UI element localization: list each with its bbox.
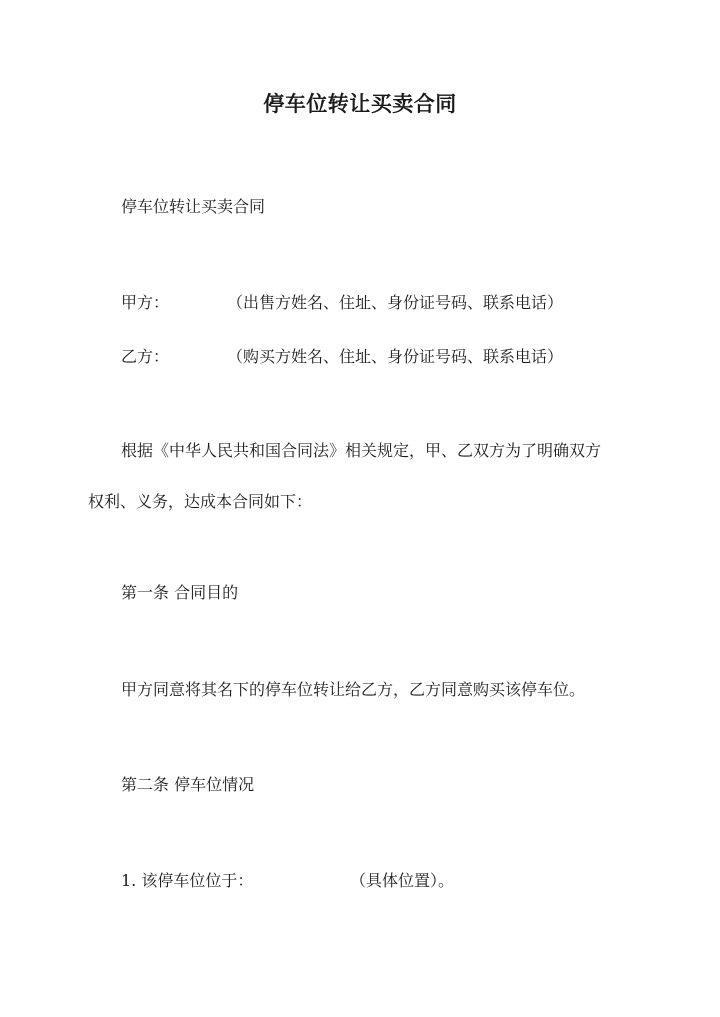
party-b-line <box>121 347 564 367</box>
party-a-note: （出售方姓名、住址、身份证号码、联系电话） <box>227 293 564 312</box>
party-b-note: （购买方姓名、住址、身份证号码、联系电话） <box>227 347 564 366</box>
article-2-item-1 <box>121 871 455 891</box>
preamble-line-2: 权利、义务，达成本合同如下： <box>88 492 313 511</box>
document-title: 停车位转让买卖合同 <box>263 91 457 116</box>
document-subtitle: 停车位转让买卖合同 <box>121 197 266 216</box>
party-a-line <box>121 293 564 313</box>
party-a-label: 甲方： <box>121 293 170 312</box>
article-2-item-1-note: （具体位置）。 <box>350 871 455 890</box>
party-b-label: 乙方： <box>121 347 170 366</box>
preamble-line-1: 根据《中华人民共和国合同法》相关规定，甲、乙双方为了明确双方 <box>121 441 602 460</box>
article-1-heading: 第一条 合同目的 <box>121 583 239 602</box>
article-2-heading: 第二条 停车位情况 <box>121 775 255 794</box>
article-1-body: 甲方同意将其名下的停车位转让给乙方，乙方同意购买该停车位。 <box>121 680 586 699</box>
article-2-item-1-label: 1. 该停车位位于： <box>121 871 254 890</box>
